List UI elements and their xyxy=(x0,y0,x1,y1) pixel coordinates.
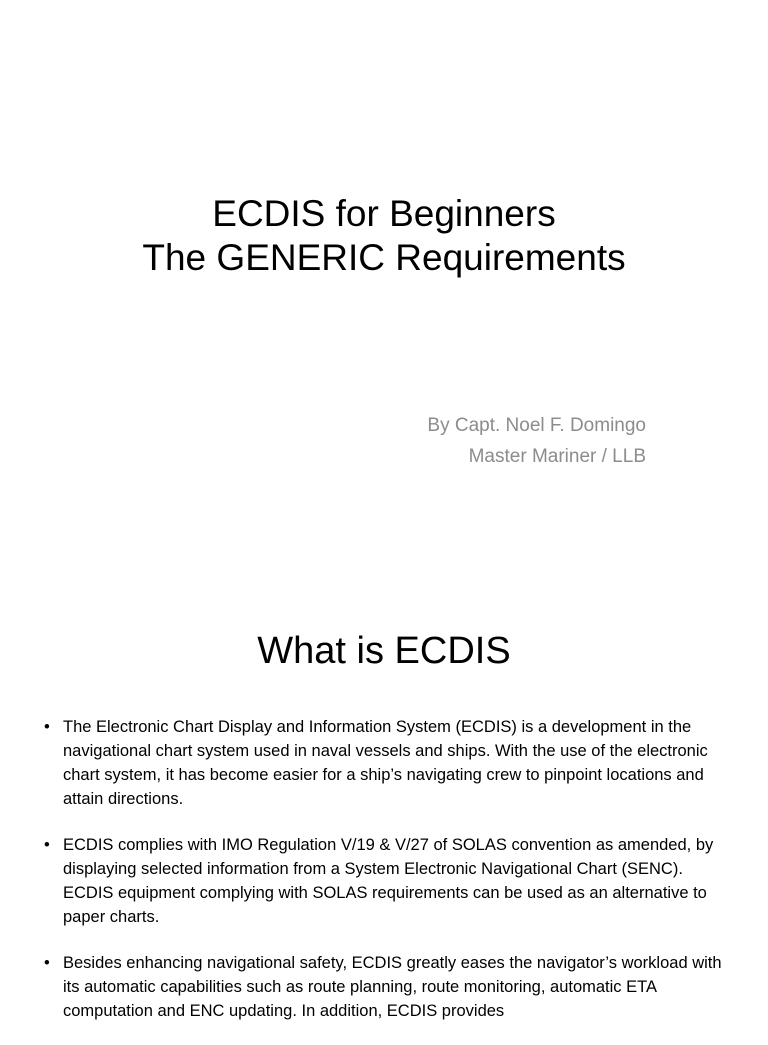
credentials-line: Master Mariner / LLB xyxy=(468,446,646,467)
author-line: By Capt. Noel F. Domingo xyxy=(427,415,646,436)
bullet-list xyxy=(44,715,728,1045)
slide-title: What is ECDIS xyxy=(257,630,511,672)
content-slide xyxy=(0,576,768,1024)
slide-subtitle xyxy=(427,410,646,472)
title-line-2: The GENERIC Requirements xyxy=(142,237,626,278)
slide-title xyxy=(0,192,768,280)
bullet-item: • ECDIS complies with IMO Regulation V/19 & V/27 of SOLAS convention as amended, by displaying selected information from a System Electronic Navigational Chart (SENC). ECDIS equipment complying with SOLAS requirements can be used as an alternative to paper charts. xyxy=(44,833,728,929)
title-line-1: ECDIS for Beginners xyxy=(212,193,556,234)
bullet-item: • The Electronic Chart Display and Information System (ECDIS) is a development in the navigational chart system used in naval vessels and ships. With the use of the electronic chart system, it has become easier for a ship’s navigating crew to pinpoint locations and attain directions. xyxy=(44,715,728,811)
bullet-item: • Besides enhancing navigational safety, ECDIS greatly eases the navigator’s workload with its automatic capabilities such as route planning, route monitoring, automatic ETA computation and ENC updating. In addition, ECDIS provides xyxy=(44,951,728,1023)
